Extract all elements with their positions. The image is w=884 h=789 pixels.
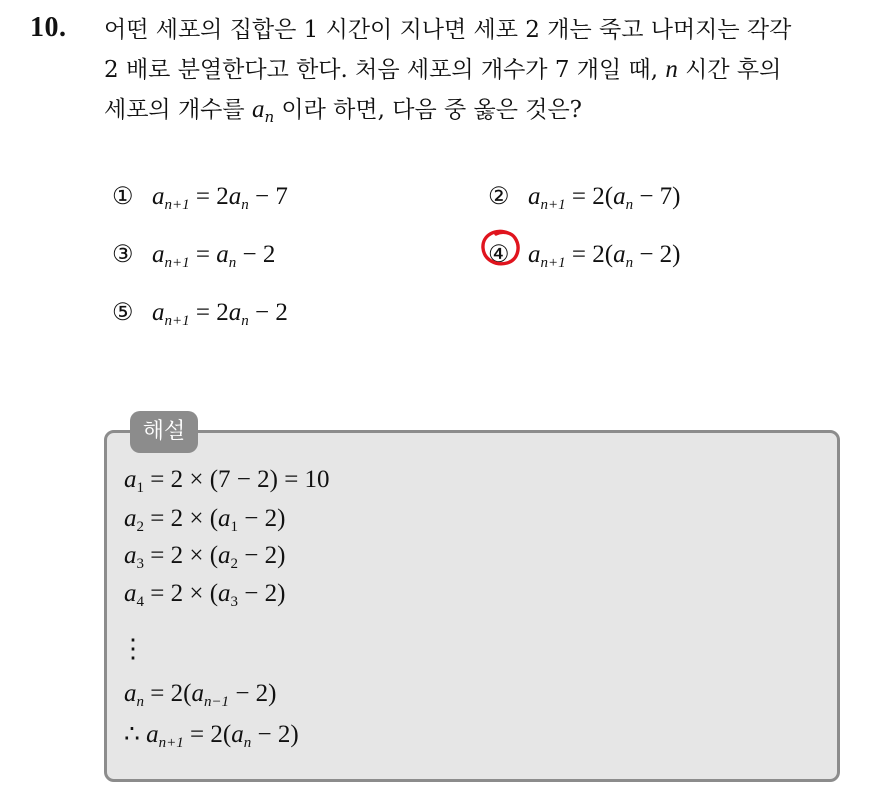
- question-line-2-b: 시간 후의: [677, 57, 782, 83]
- choice-2[interactable]: [488, 182, 681, 214]
- question-line-2-a: 2 배로 분열한다고 한다. 처음 세포의 개수가 7 개일 때,: [104, 57, 666, 83]
- choice-3-lhs-sub: n+1: [164, 255, 190, 271]
- solution-line-3-text2: − 2): [238, 542, 286, 569]
- choice-1-a: a: [228, 183, 242, 210]
- variable-a-subscript: n: [264, 108, 275, 126]
- solution-line-6-sub: n+1: [158, 735, 184, 751]
- choice-5-lhs: a: [152, 299, 165, 326]
- choice-2-eq: = 2(: [565, 183, 614, 210]
- solution-tag: 해설: [130, 411, 198, 453]
- solution-line-6-text: = 2(: [183, 721, 232, 748]
- solution-line-2-text: = 2 × (: [144, 505, 219, 532]
- choice-1-rest: − 7: [248, 183, 288, 210]
- choice-1-a-sub: n: [241, 197, 249, 213]
- solution-line-2-text2: − 2): [238, 505, 286, 532]
- choice-5-a-sub: n: [241, 313, 249, 329]
- choice-4-number: ④: [488, 242, 510, 268]
- choice-5[interactable]: [112, 298, 288, 330]
- question-text: [104, 11, 864, 137]
- choice-3-lhs: a: [152, 241, 165, 268]
- choice-5-expression: [152, 299, 288, 329]
- solution-line-6-var2: a: [231, 721, 244, 748]
- solution-line-3-text: = 2 × (: [144, 542, 219, 569]
- choice-3-number: ③: [112, 242, 134, 268]
- question-line-1: 어떤 세포의 집합은 1 시간이 지나면 세포 2 개는 죽고 나머지는 각각: [104, 17, 792, 43]
- choice-4-rest: − 2): [633, 241, 681, 268]
- choice-1-lhs: a: [152, 183, 165, 210]
- solution-line-3-sub2: 2: [230, 556, 239, 572]
- question-line-3-b: 이라 하면, 다음 중 옳은 것은?: [274, 97, 583, 123]
- choice-5-lhs-sub: n+1: [164, 313, 190, 329]
- solution-line-6-var: a: [146, 721, 159, 748]
- choice-4-a-sub: n: [625, 255, 634, 271]
- choice-3-expression: [152, 241, 276, 271]
- choice-2-lhs: a: [528, 183, 541, 210]
- solution-line-6-text2: − 2): [251, 721, 299, 748]
- choice-5-eq: = 2: [189, 299, 229, 326]
- solution-line-2-sub2: 1: [230, 519, 239, 535]
- therefore-symbol: ∴: [124, 721, 147, 748]
- choice-2-number: ②: [488, 184, 510, 210]
- solution-line-4-text2: − 2): [238, 580, 286, 607]
- solution-line-6: [124, 719, 299, 752]
- choice-3-rest: − 2: [236, 241, 276, 268]
- choice-5-rest: − 2: [248, 299, 288, 326]
- choice-4[interactable]: [488, 240, 681, 272]
- solution-line-4: [124, 580, 285, 611]
- solution-line-2-var2: a: [218, 505, 231, 532]
- choice-2-expression: [528, 183, 681, 213]
- choice-4-eq: = 2(: [565, 241, 614, 268]
- variable-n: n: [665, 56, 678, 83]
- solution-line-1-sub: 1: [136, 480, 144, 496]
- solution-line-4-sub: 4: [136, 594, 144, 610]
- choice-4-lhs: a: [528, 241, 541, 268]
- solution-line-6-sub2: n: [243, 735, 252, 751]
- choice-1-expression: [152, 183, 288, 213]
- choice-2-a-sub: n: [625, 197, 634, 213]
- choice-5-number: ⑤: [112, 300, 134, 326]
- solution-line-5: [124, 680, 277, 711]
- solution-line-5-var: a: [124, 680, 137, 707]
- choice-3-a: a: [216, 241, 229, 268]
- solution-line-3-var: a: [124, 542, 137, 569]
- solution-line-5-sub2: n−1: [203, 694, 230, 710]
- solution-line-2-sub: 2: [136, 519, 144, 535]
- solution-line-2-var: a: [124, 505, 137, 532]
- solution-line-4-text: = 2 × (: [144, 580, 219, 607]
- choice-4-a: a: [613, 241, 626, 268]
- solution-line-5-var2: a: [191, 680, 204, 707]
- solution-line-3-sub: 3: [136, 556, 144, 572]
- solution-vdots: ⋮: [120, 634, 146, 663]
- choice-3-a-sub: n: [228, 255, 237, 271]
- choice-5-a: a: [228, 299, 242, 326]
- question-number: 10.: [30, 12, 67, 43]
- solution-line-3: [124, 542, 285, 573]
- question-line-3-a: 세포의 개수를: [104, 97, 252, 123]
- solution-line-2: [124, 505, 285, 536]
- solution-line-4-var2: a: [218, 580, 231, 607]
- choice-2-a: a: [613, 183, 626, 210]
- solution-line-4-var: a: [124, 580, 137, 607]
- solution-line-4-sub2: 3: [230, 594, 239, 610]
- choice-1-lhs-sub: n+1: [164, 197, 190, 213]
- choice-4-expression: [528, 241, 681, 271]
- choice-1-number: ①: [112, 184, 134, 210]
- choice-4-lhs-sub: n+1: [540, 255, 566, 271]
- solution-line-1-text: = 2 × (7 − 2) = 10: [144, 466, 330, 493]
- choice-3-eq: =: [189, 241, 217, 268]
- solution-line-3-var2: a: [218, 542, 231, 569]
- solution-line-5-text2: − 2): [229, 680, 277, 707]
- solution-line-5-text: = 2(: [144, 680, 192, 707]
- question-line-2: [104, 50, 864, 90]
- choice-2-lhs-sub: n+1: [540, 197, 566, 213]
- choice-1[interactable]: [112, 182, 288, 214]
- choice-3[interactable]: [112, 240, 275, 272]
- solution-line-5-sub: n: [136, 694, 144, 710]
- solution-line-1: [124, 466, 330, 497]
- choice-2-rest: − 7): [633, 183, 681, 210]
- solution-line-1-var: a: [124, 466, 137, 493]
- choice-1-eq: = 2: [189, 183, 229, 210]
- question-line-3: [104, 90, 864, 137]
- variable-a: a: [251, 96, 265, 123]
